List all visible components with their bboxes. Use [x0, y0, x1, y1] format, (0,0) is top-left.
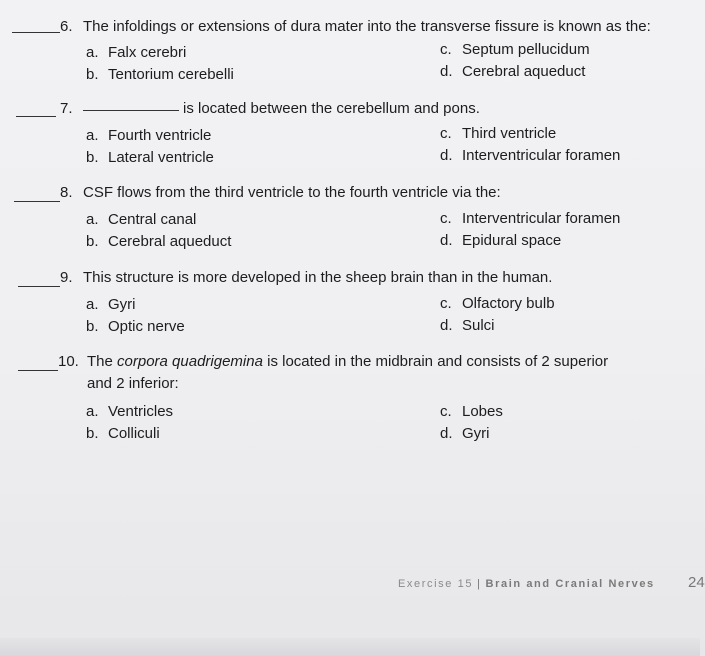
option-a: a. Fourth ventricle — [86, 127, 212, 144]
fill-in-blank[interactable] — [83, 110, 179, 111]
question-number: 7. — [60, 100, 73, 117]
page-bottom-edge — [0, 638, 700, 656]
page-footer — [398, 578, 655, 590]
question-text: is located between the cerebellum and pons. — [83, 100, 480, 117]
option-c: c. Olfactory bulb — [440, 295, 555, 312]
footer-separator: | — [477, 578, 482, 590]
answer-blank-6[interactable] — [12, 32, 60, 33]
option-a: a. Central canal — [86, 211, 197, 228]
footer-exercise: Exercise 15 — [398, 578, 474, 590]
question-number: 8. — [60, 184, 73, 201]
option-b: b. Optic nerve — [86, 318, 185, 335]
answer-blank-8[interactable] — [14, 201, 60, 202]
option-a: a. Ventricles — [86, 403, 174, 420]
option-d: d. Epidural space — [440, 232, 562, 249]
option-b: b. Tentorium cerebelli — [86, 66, 234, 83]
option-a: a. Falx cerebri — [86, 44, 187, 61]
question-text: The corpora quadrigemina is located in the midbrain and consists of 2 superior — [87, 353, 609, 370]
option-b: b. Lateral ventricle — [86, 149, 214, 166]
answer-blank-10[interactable] — [18, 370, 58, 371]
option-b: b. Colliculi — [86, 425, 160, 442]
question-number: 6. — [60, 18, 73, 35]
option-b: b. Cerebral aqueduct — [86, 233, 232, 250]
question-text: The infoldings or extensions of dura mater into the transverse fissure is known as the: — [83, 18, 651, 35]
option-d: d. Cerebral aqueduct — [440, 63, 586, 80]
answer-blank-7[interactable] — [16, 116, 56, 117]
option-a: a. Gyri — [86, 296, 136, 313]
option-d: d. Interventricular foramen — [440, 147, 621, 164]
question-number: 9. — [60, 269, 73, 286]
option-c: c. Lobes — [440, 403, 503, 420]
page-number: 24 — [688, 574, 705, 591]
option-c: c. Third ventricle — [440, 125, 557, 142]
italic-term: corpora quadrigemina — [117, 353, 263, 370]
question-text-line2: and 2 inferior: — [87, 375, 179, 392]
option-c: c. Interventricular foramen — [440, 210, 621, 227]
option-d: d. Sulci — [440, 317, 495, 334]
question-text: CSF flows from the third ventricle to the fourth ventricle via the: — [83, 184, 501, 201]
footer-chapter: Brain and Cranial Nerves — [485, 578, 655, 590]
answer-blank-9[interactable] — [18, 286, 60, 287]
option-d: d. Gyri — [440, 425, 490, 442]
option-c: c. Septum pellucidum — [440, 41, 590, 58]
question-number: 10. — [58, 353, 79, 370]
question-text: This structure is more developed in the sheep brain than in the human. — [83, 269, 553, 286]
